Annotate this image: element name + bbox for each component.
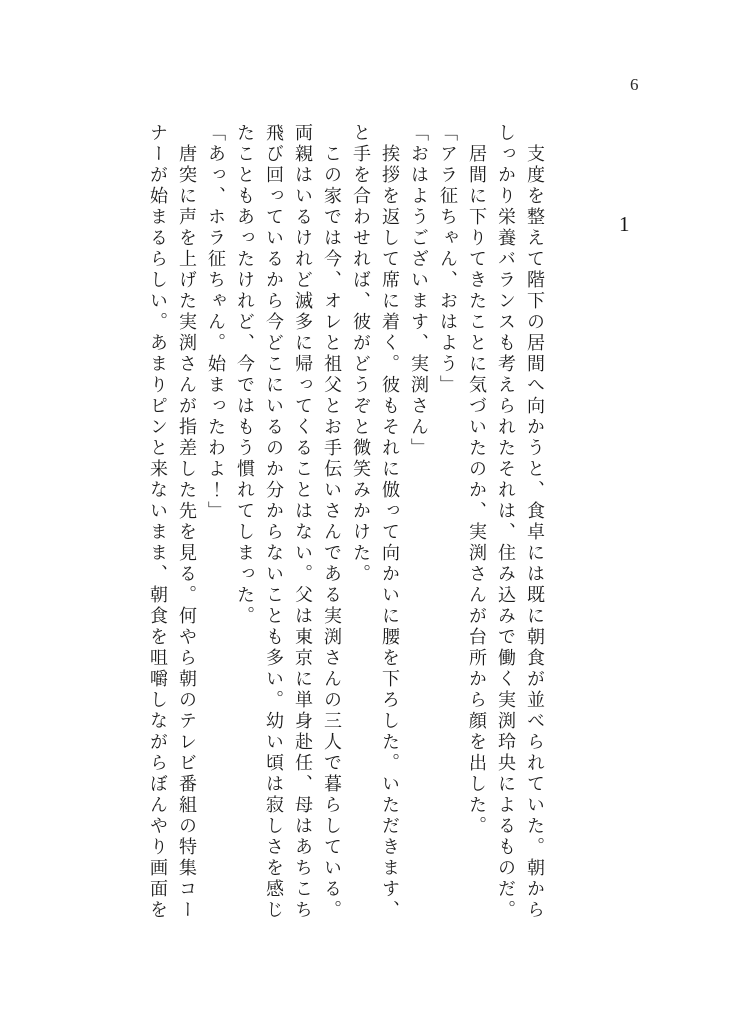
text-line: この家では今、オレと祖父とお手伝いさんである実渕さんの三人で暮らしている。: [322, 123, 342, 921]
text-line: 「アラ征ちゃん、おはよう」: [438, 123, 458, 396]
text-line: 飛び回っているから今どこにいるのか分からないことも多い。幼い頃は寂しさを感じ: [264, 123, 284, 921]
text-line: 両親はいるけれど滅多に帰ってくることはない。父は東京に単身赴任、母はあちこち: [293, 123, 313, 921]
text-line: 「あっ、ホラ征ちゃん。始まったわよ！」: [206, 123, 226, 522]
text-line: 唐突に声を上げた実渕さんが指差した先を見る。何やら朝のテレビ番組の特集コー: [177, 123, 197, 921]
section-number: 1: [619, 212, 630, 236]
text-line: しっかり栄養バランスも考えられたそれは、住み込みで働く実渕玲央によるものだ。: [496, 123, 516, 921]
page-number: 6: [630, 75, 639, 94]
text-line: 居間に下りてきたことに気づいたのか、実渕さんが台所から顔を出した。: [467, 123, 487, 837]
text-line: 挨拶を返して席に着く。彼もそれに倣って向かいに腰を下ろした。いただきます、: [380, 123, 400, 921]
body-text: [141, 123, 549, 935]
text-line: と手を合わせれば、彼がどうぞと微笑みかけた。: [351, 123, 371, 585]
text-line: 支度を整えて階下の居間へ向かうと、食卓には既に朝食が並べられていた。朝から: [525, 123, 545, 921]
text-line: 「おはようございます、実渕さん」: [409, 123, 429, 459]
text-line: ナーが始まるらしい。あまりピンと来ないまま、朝食を咀嚼しながらぼんやり画面を: [148, 123, 168, 921]
text-line: たこともあったけれど、今ではもう慣れてしまった。: [235, 123, 255, 627]
